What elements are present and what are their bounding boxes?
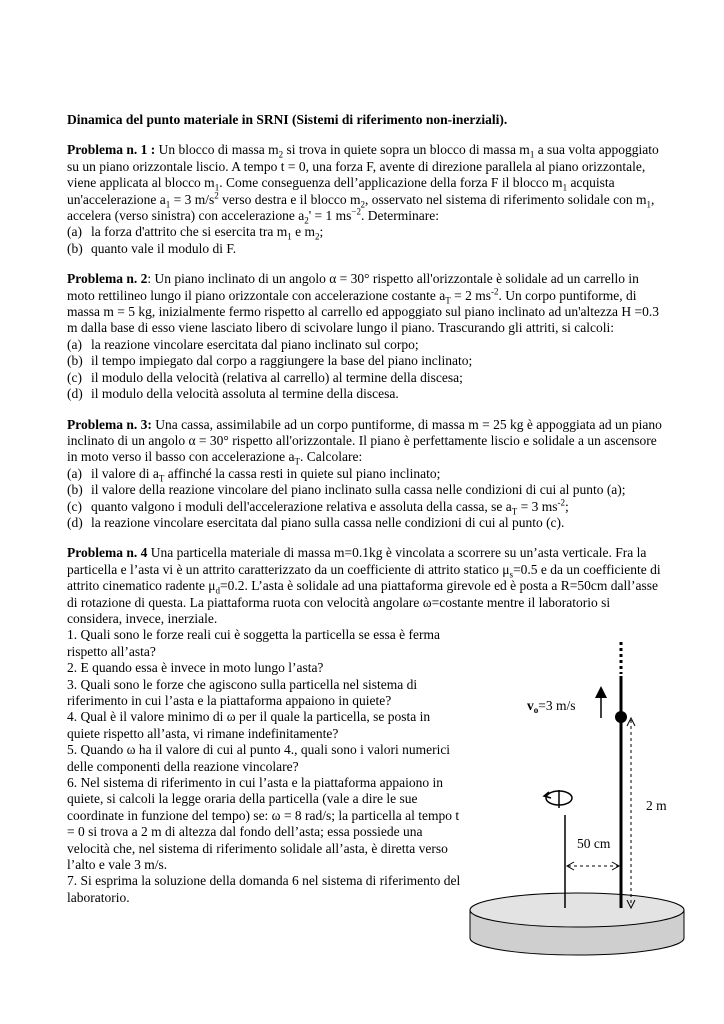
problem-3-item-b: (b) il valore della reazione vincolare del piano inclinato sulla cassa nelle condizioni di cui al punto (a); <box>67 482 626 498</box>
height-label: 2 m <box>646 798 667 813</box>
platform-rod-figure <box>465 640 685 970</box>
problem-4-heading: Problema n. 4 <box>67 545 148 561</box>
problem-1 <box>67 142 667 257</box>
question: 5. Quando ω ha il valore di cui al punto 4., quali sono i valori numerici delle componenti della reazione vincolare? <box>67 742 451 774</box>
velocity-label: $v_o=3$ m/s <box>527 698 576 715</box>
rotation-arrow-icon <box>544 790 572 808</box>
problem-1-text: Problema n. 1 : Un blocco di massa $m_2$ si trova in quiete sopra un blocco di massa $m_1$ a sua volta appoggiato su un piano orizzontale liscio. A tempo t = 0, una forza F, avente di direzione parallela al piano orizzontale, viene applicata al blocco $m_1$. Come conseguenza dell’applicazione della forza F il blocco $m_1$ acquista un'accelerazione $a_1 = 3$ $m/s^2$ verso destra e il blocco $m_2$, osservato nel sistema di riferimento solidale con $m_1$, accelera (verso sinistra) con accelerazione $a_2' = 1$ $ms^{-2}$. Determinare: <box>67 142 659 226</box>
problem-1-item-b: (b) quanto vale il modulo di F. <box>67 240 237 256</box>
problem-2-item: (b) il tempo impiegato dal corpo a raggiungere la base del piano inclinato; <box>67 353 473 369</box>
document-title: Dinamica del punto materiale in SRNI (Sistemi di riferimento non-inerziali). <box>67 112 508 127</box>
problem-2-item: (a) la reazione vincolare esercitata dal piano inclinato sul corpo; <box>67 336 419 352</box>
problem-3-item-a: (a) il valore di $a_T$ affinché la cassa resti in quiete sul piano inclinato; <box>67 465 441 484</box>
question: 4. Qual è il valore minimo di ω per il quale la particella, se posta in quiete rispetto all’asta, vi rimane indefinitamente? <box>67 709 431 741</box>
problem-4-text: Problema n. 4 Una particella materiale di massa m=0.1kg è vincolata a scorrere su un’asta verticale. Fra la particella e l’asta vi è un attrito caratterizzato da un coefficiente di attrito statico $\mu_s=0.5$ e da un coefficiente di attrito cinematico radente $\mu_d=0.2$. L’asta è solidale ad una piattaforma girevole ed è posta a R=50cm dall’asse di rotazione di questa. La piattaforma ruota con velocità angolare ω=costante mentre il laboratorio si considera, invece, inerziale. <box>67 545 661 626</box>
question: 6. Nel sistema di riferimento in cui l’asta e la piattaforma appaiono in quiete, si calcoli la legge oraria della particella (vale a dire le sue coordinate in funzione del tempo) se: ω = 8 rad/s; la particella al tempo t = 0 si trova a 2 m di altezza dal fondo dell’asta; essa possiede una velocità che, nel sistema di riferimento solidale all’asta, è diretta verso l’alto e vale 3 m/s. <box>67 775 460 873</box>
question: 2. E quando essa è invece in moto lungo l’asta? <box>67 660 324 676</box>
rotating-platform <box>470 893 684 955</box>
particle <box>615 711 627 723</box>
problem-2-text: Problema n. 2: Un piano inclinato di un angolo α = 30° rispetto all'orizzontale è solidale ad un carrello in moto rettilineo lungo il piano orizzontale con accelerazione costante $a_T = 2$ $ms^{-2}$. Un corpo puntiforme, di massa m = 5 kg, inizialmente fermo rispetto al carrello ed appoggiato sul piano inclinato ad un'altezza H =0.3 m dalla base di esso viene lasciato libero di scivolare lungo il piano. Trascurando gli attriti, si calcoli: <box>67 271 659 336</box>
radius-label: 50 cm <box>577 836 611 851</box>
problem-3-item-c: (c) quanto valgono i moduli dell'accelerazione relativa e assoluta della cassa, se $a_T = 3$ $ms^{-2}$; <box>67 497 569 517</box>
problem-3-text: Problema n. 3: Una cassa, assimilabile ad un corpo puntiforme, di massa m = 25 kg è appoggiata ad un piano inclinato di un angolo α = 30° rispetto all'orizzontale. Il piano è perfettamente liscio e solidale a un ascensore in moto verso il basso con accelerazione $a_T$. Calcolare: <box>67 416 662 467</box>
problem-3 <box>67 417 667 532</box>
question: 1. Quali sono le forze reali cui è soggetta la particella se essa è ferma rispetto all’asta? <box>67 627 440 659</box>
problem-2 <box>67 271 667 402</box>
problem-4-questions <box>67 627 462 906</box>
problem-2-item: (d) il modulo della velocità assoluta al termine della discesa. <box>67 386 399 402</box>
question: 7. Si esprima la soluzione della domanda 6 nel sistema di riferimento del laboratorio. <box>67 873 461 905</box>
problem-2-item: (c) il modulo della velocità (relativa al carrello) al termine della discesa; <box>67 369 463 385</box>
question: 3. Quali sono le forze che agiscono sulla particella nel sistema di riferimento in cui l’asta e la piattaforma appaiono in quiete? <box>67 676 418 708</box>
problem-1-item-a: (a) la forza d'attrito che si esercita tra $m_1$ e $m_2$; <box>67 224 324 243</box>
problem-2-heading: Problema n. 2 <box>67 271 148 287</box>
problem-1-heading: Problema n. 1 : <box>67 142 156 158</box>
problem-3-heading: Problema n. 3: <box>67 416 152 432</box>
problem-3-item-d: (d) la reazione vincolare esercitata dal piano sulla cassa nelle condizioni di cui al punto (c). <box>67 514 565 530</box>
